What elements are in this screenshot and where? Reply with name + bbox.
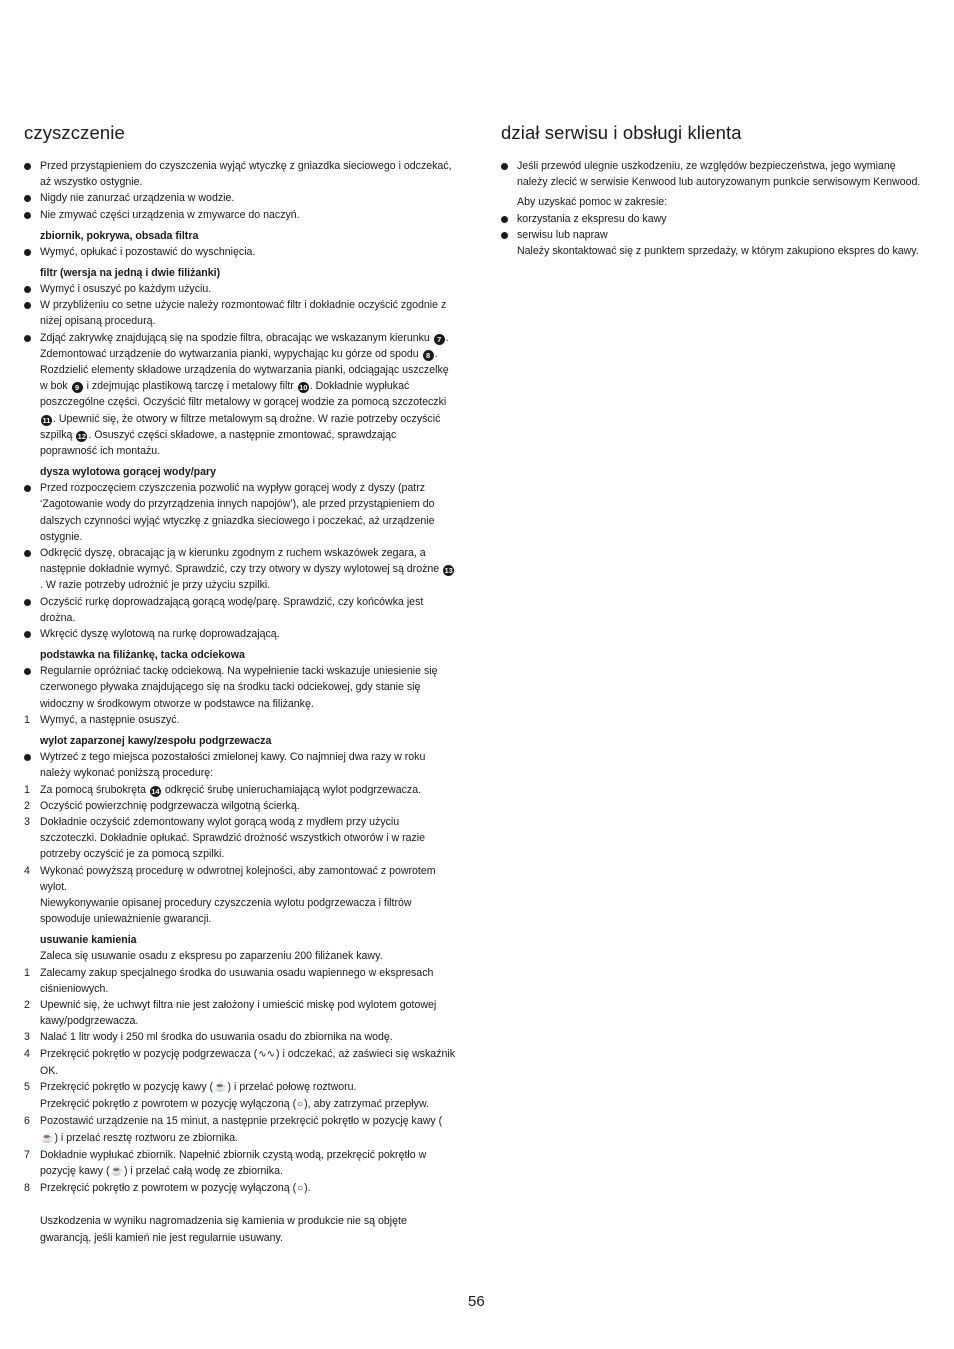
bullet-icon — [24, 594, 38, 611]
list-item: 2 Oczyścić powierzchnię podgrzewacza wilgotną ścierką. — [24, 798, 456, 814]
list-item: Wytrzeć z tego miejsca pozostałości zmielonej kawy. Co najmniej dwa razy w roku należy wykonać poniższą procedurę: — [24, 749, 456, 781]
list-item: 5 Przekręcić pokrętło w pozycję kawy (☕) i przelać połowę roztworu. Przekręcić pokrętło z powrotem w pozycję wyłączoną (○), aby zatrzymać przepływ. — [24, 1079, 456, 1113]
step-number: 4 — [24, 864, 30, 877]
figure-number-7: 7 — [434, 334, 445, 345]
list-item: Nie zmywać części urządzenia w zmywarce do naczyń. — [24, 207, 456, 223]
step-number: 3 — [24, 1031, 30, 1044]
list-item: Zdjąć zakrywkę znajdującą się na spodzie filtra, obracając we wskazanym kierunku 7 . Zdemontować urządzenie do wytwarzania pianki, wypychając ku górze od spodu 8 . Rozdzielić elementy składowe urządzenia do wytwarzania pianki, odciągając uszczelkę w bok 9 i zdejmując plastikową tarczę i metalowy filtr 10 . Dokładnie wypłukać poszczególne części. Oczyścić filtr metalowy w gorącej wodzie za pomocą szczoteczki 11 . Upewnić się, że otwory w filtrze metalowym są drożne. W razie potrzeby oczyścić szpilką 12 . Osuszyć części składowe, a następnie zmontować, sprawdzając poprawność ich montażu. — [24, 330, 456, 460]
warranty-note: Niewykonywanie opisanej procedury czyszczenia wylotu podgrzewacza i filtrów spowoduje unieważnienie gwarancji. — [40, 896, 412, 926]
step-number: 1 — [24, 966, 30, 979]
figure-number-13: 13 — [444, 566, 453, 576]
step-number: 6 — [24, 1115, 30, 1128]
list-item: W przybliżeniu co setne użycie należy rozmontować filtr i dokładnie oczyścić zgodnie z niżej opisaną procedurą. — [24, 297, 456, 329]
nozzle-heading: dysza wylotowa gorącej wody/pary — [40, 466, 217, 479]
list-item: 7 Dokładnie wypłukać zbiornik. Napełnić zbiornik czystą wodą, przekręcić pokrętło w pozycję kawy (☕) i przelać całą wodę ze zbiornika. — [24, 1147, 456, 1180]
list-item: Oczyścić rurkę doprowadzającą gorącą wodę/parę. Sprawdzić, czy końcówka jest drożna. — [24, 594, 456, 626]
list-item: 3 Dokładnie oczyścić zdemontowany wylot gorącą wodą z mydłem przy użyciu szczoteczki. Dokładnie opłukać. Sprawdzić drożność wszystkich otworów i w razie potrzeby oczyścić je za pomocą szpilki. — [24, 815, 426, 861]
help-intro: Aby uzyskać pomoc w zakresie: — [517, 196, 668, 209]
bullet-icon — [501, 158, 515, 175]
bullet-icon — [24, 663, 38, 680]
list-item: Wymyć, opłukać i pozostawić do wyschnięcia. — [24, 244, 456, 260]
figure-number-14: 14 — [151, 786, 160, 796]
list-item: Wymyć i osuszyć po każdym użyciu. — [24, 281, 456, 297]
list-item: Jeśli przewód ulegnie uszkodzeniu, ze względów bezpieczeństwa, jego wymianę należy zlecić w serwisie Kenwood lub autoryzowanym punkcie serwisowym Kenwood. — [501, 158, 929, 190]
heater-symbol-icon: ∿∿ — [258, 1048, 276, 1060]
coffee-cup-icon: ☕ — [214, 1081, 227, 1093]
coffee-cup-icon: ☕ — [110, 1165, 123, 1177]
bullet-icon — [24, 330, 38, 347]
service-title: dział serwisu i obsługi klienta — [501, 122, 742, 143]
list-item: Wkręcić dyszę wylotową na rurkę doprowadzającą. — [24, 626, 456, 642]
tank-heading: zbiornik, pokrywa, obsada filtra — [40, 229, 199, 242]
bullet-icon — [24, 281, 38, 298]
cleaning-column — [24, 122, 456, 1246]
figure-number-11: 11 — [42, 415, 51, 425]
contact-note: Należy skontaktować się z punktem sprzedaży, w którym zakupiono ekspres do kawy. — [517, 245, 919, 258]
descale-warranty-note: Uszkodzenia w wyniku nagromadzenia się kamienia w produkcie nie są objęte gwarancją, jeśli kamień nie jest regularnie usuwany. — [40, 1215, 407, 1244]
step-number: 1 — [24, 783, 30, 796]
bullet-icon — [24, 480, 38, 497]
bullet-icon — [24, 545, 38, 562]
step-number: 5 — [24, 1080, 30, 1093]
bullet-icon — [24, 749, 38, 766]
bullet-icon — [24, 190, 38, 207]
bullet-icon — [24, 626, 38, 643]
service-column — [501, 122, 929, 259]
list-item: Nigdy nie zanurzać urządzenia w wodzie. — [24, 190, 456, 206]
cleaning-intro — [24, 158, 456, 223]
list-item: 2 Upewnić się, że uchwyt filtra nie jest założony i umieścić miskę pod wylotem gotowej kawy/podgrzewacza. — [24, 998, 437, 1028]
bullet-icon — [501, 211, 515, 228]
list-item: Przed przystąpieniem do czyszczenia wyjąć wtyczkę z gniazdka sieciowego i odczekać, aż wszystko ostygnie. — [24, 158, 456, 190]
page-number: 56 — [468, 1293, 485, 1310]
list-item: 6 Pozostawić urządzenie na 15 minut, a następnie przekręcić pokrętło w pozycję kawy (☕) i przelać resztę roztworu ze zbiornika. — [24, 1113, 456, 1146]
figure-number-10: 10 — [299, 383, 308, 393]
step-number: 8 — [24, 1182, 30, 1195]
list-item: 4 Wykonać powyższą procedurę w odwrotnej kolejności, aby zamontować z powrotem wylot. — [24, 864, 436, 893]
list-item: 3 Nalać 1 litr wody i 250 ml środka do usuwania osadu do zbiornika na wodę. — [24, 1029, 456, 1045]
coffee-cup-icon: ☕ — [41, 1132, 54, 1144]
descale-heading: usuwanie kamienia — [40, 934, 137, 947]
tray-heading: podstawka na filiżankę, tacka odciekowa — [40, 649, 245, 662]
cleaning-title: czyszczenie — [24, 122, 125, 143]
list-item: serwisu lub napraw — [501, 227, 929, 243]
bullet-icon — [24, 297, 38, 314]
list-item: Przed rozpoczęciem czyszczenia pozwolić na wypływ gorącej wody z dyszy (patrz ‘Zagotowanie wody do przyrządzenia innych napojów’), ale przed przystąpieniem do dalszych czynności wyjąć wtyczkę z gniazdka sieciowego i poczekać, aż urządzenie ostygnie. — [24, 480, 456, 545]
list-item: Odkręcić dyszę, obracając ją w kierunku zgodnym z ruchem wskazówek zegara, a następnie dokładnie wymyć. Sprawdzić, czy trzy otwory w dyszy wylotowej są drożne 13. W razie potrzeby udrożnić je przy użyciu szpilki. — [24, 545, 456, 594]
bullet-icon — [24, 244, 38, 261]
bullet-icon — [24, 207, 38, 224]
step-number: 4 — [24, 1047, 30, 1060]
bullet-icon — [24, 158, 38, 175]
bullet-icon — [501, 227, 515, 244]
list-item: 1 Zalecamy zakup specjalnego środka do usuwania osadu wapiennego w ekspresach ciśnieniowych. — [24, 966, 434, 995]
list-item: korzystania z ekspresu do kawy — [501, 211, 929, 227]
step-number: 1 — [24, 713, 30, 726]
step-number: 2 — [24, 799, 30, 812]
filter-heading: filtr (wersja na jedną i dwie filiżanki) — [40, 267, 221, 280]
descale-intro: Zaleca się usuwanie osadu z ekspresu po zaparzeniu 200 filiżanek kawy. — [40, 950, 383, 963]
figure-number-8: 8 — [423, 350, 434, 361]
figure-number-12: 12 — [77, 431, 86, 441]
step-number: 3 — [24, 815, 30, 828]
figure-number-9: 9 — [72, 382, 83, 393]
off-symbol-icon: ○ — [297, 1183, 304, 1195]
list-item: 4 Przekręcić pokrętło w pozycję podgrzewacza (∿∿) i odczekać, aż zaświeci się wskaźnik OK. — [24, 1047, 456, 1077]
off-symbol-icon: ○ — [297, 1099, 304, 1111]
list-item: 1 Wymyć, a następnie osuszyć. — [24, 712, 456, 728]
list-item: 8 Przekręcić pokrętło z powrotem w pozycję wyłączoną (○). — [24, 1180, 456, 1197]
list-item: 1 Za pomocą śrubokręta 14 odkręcić śrubę unieruchamiającą wylot podgrzewacza. — [24, 782, 456, 798]
list-item: Regularnie opróżniać tackę odciekową. Na wypełnienie tacki wskazuje uniesienie się czerwonego pływaka znajdującego się na środku tacki odciekowej, gdy stanie się widoczny w środkowym otworze w podstawce na filiżankę. — [24, 663, 456, 712]
outlet-heading: wylot zaparzonej kawy/zespołu podgrzewacza — [40, 735, 272, 748]
step-number: 7 — [24, 1148, 30, 1161]
step-number: 2 — [24, 998, 30, 1011]
